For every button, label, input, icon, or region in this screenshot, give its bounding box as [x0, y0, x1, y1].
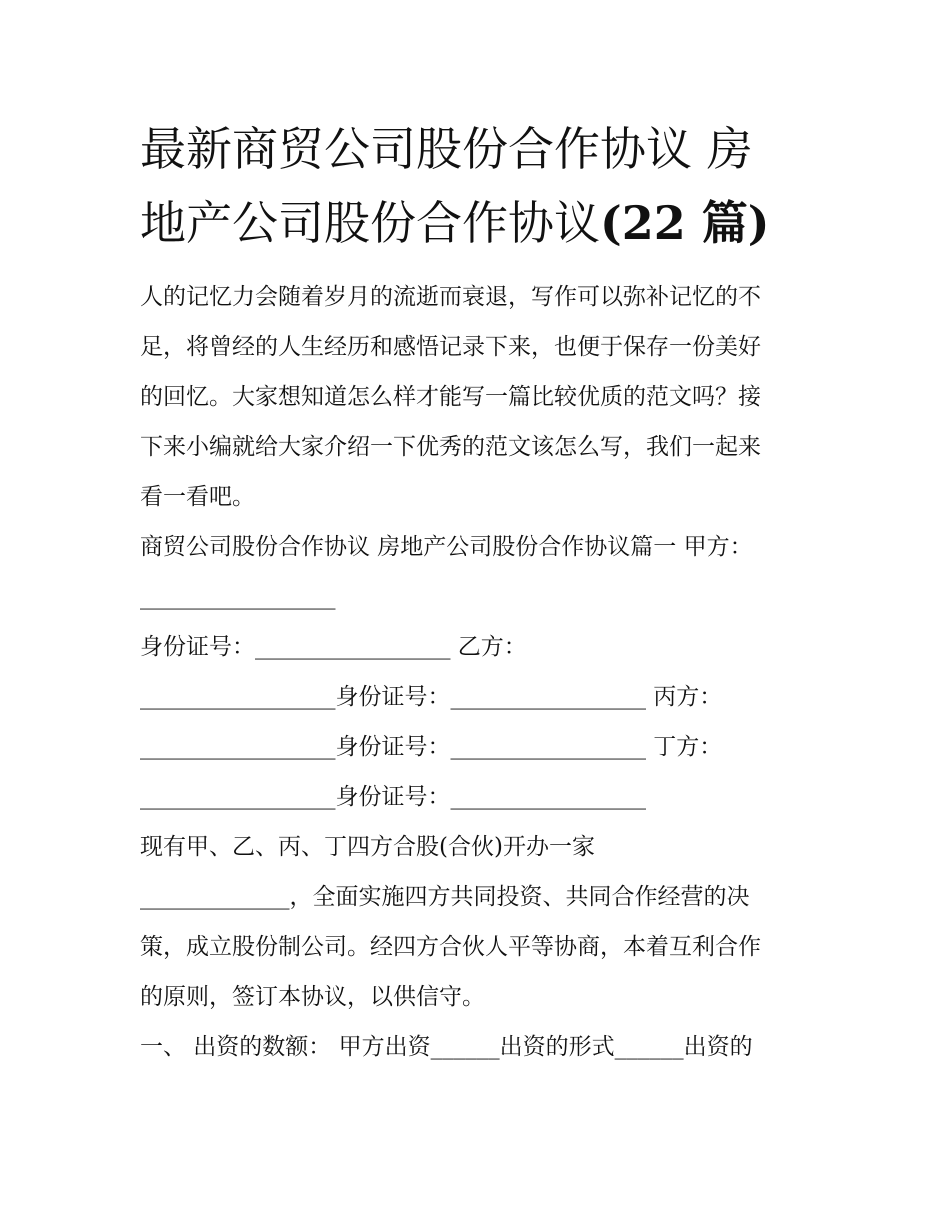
text-line: _____________，全面实施四方共同投资、共同合作经营的决: [140, 884, 750, 910]
text-line: 足，将曾经的人生经历和感悟记录下来，也便于保存一份美好: [140, 334, 761, 360]
text-line: 现有甲、乙、丙、丁四方合股(合伙)开办一家: [140, 834, 595, 860]
title-line-1: 最新商贸公司股份合作协议 房: [140, 122, 753, 176]
text-line: _________________: [140, 584, 336, 610]
text-line: 策，成立股份制公司。经四方合伙人平等协商，本着互利合作: [140, 934, 761, 960]
text-line: _________________身份证号：_________________ 丁方：: [140, 734, 723, 760]
text-line: 一、 出资的数额： 甲方出资______出资的形式______出资的: [140, 1034, 753, 1060]
text-line: 看一看吧。: [140, 484, 255, 510]
title-line-2-text: 地产公司股份合作协议: [140, 196, 600, 250]
text-line: 人的记忆力会随着岁月的流逝而衰退，写作可以弥补记忆的不: [140, 284, 761, 310]
text-line: 的原则，签订本协议，以供信守。: [140, 984, 485, 1010]
document-body: [140, 272, 820, 1072]
text-line: 的回忆。大家想知道怎么样才能写一篇比较优质的范文吗？接: [140, 384, 761, 410]
text-line: _________________身份证号：_________________ 丙方：: [140, 684, 723, 710]
text-line: 下来小编就给大家介绍一下优秀的范文该怎么写，我们一起来: [140, 434, 761, 460]
title-line-2: [140, 186, 820, 260]
text-line: 商贸公司股份合作协议 房地产公司股份合作协议篇一 甲方：: [140, 534, 753, 560]
text-line: _________________身份证号：_________________: [140, 784, 646, 810]
text-line: 身份证号：_________________ 乙方：: [140, 634, 527, 660]
title-count: (22 篇): [600, 196, 770, 250]
document-title: [140, 112, 820, 260]
